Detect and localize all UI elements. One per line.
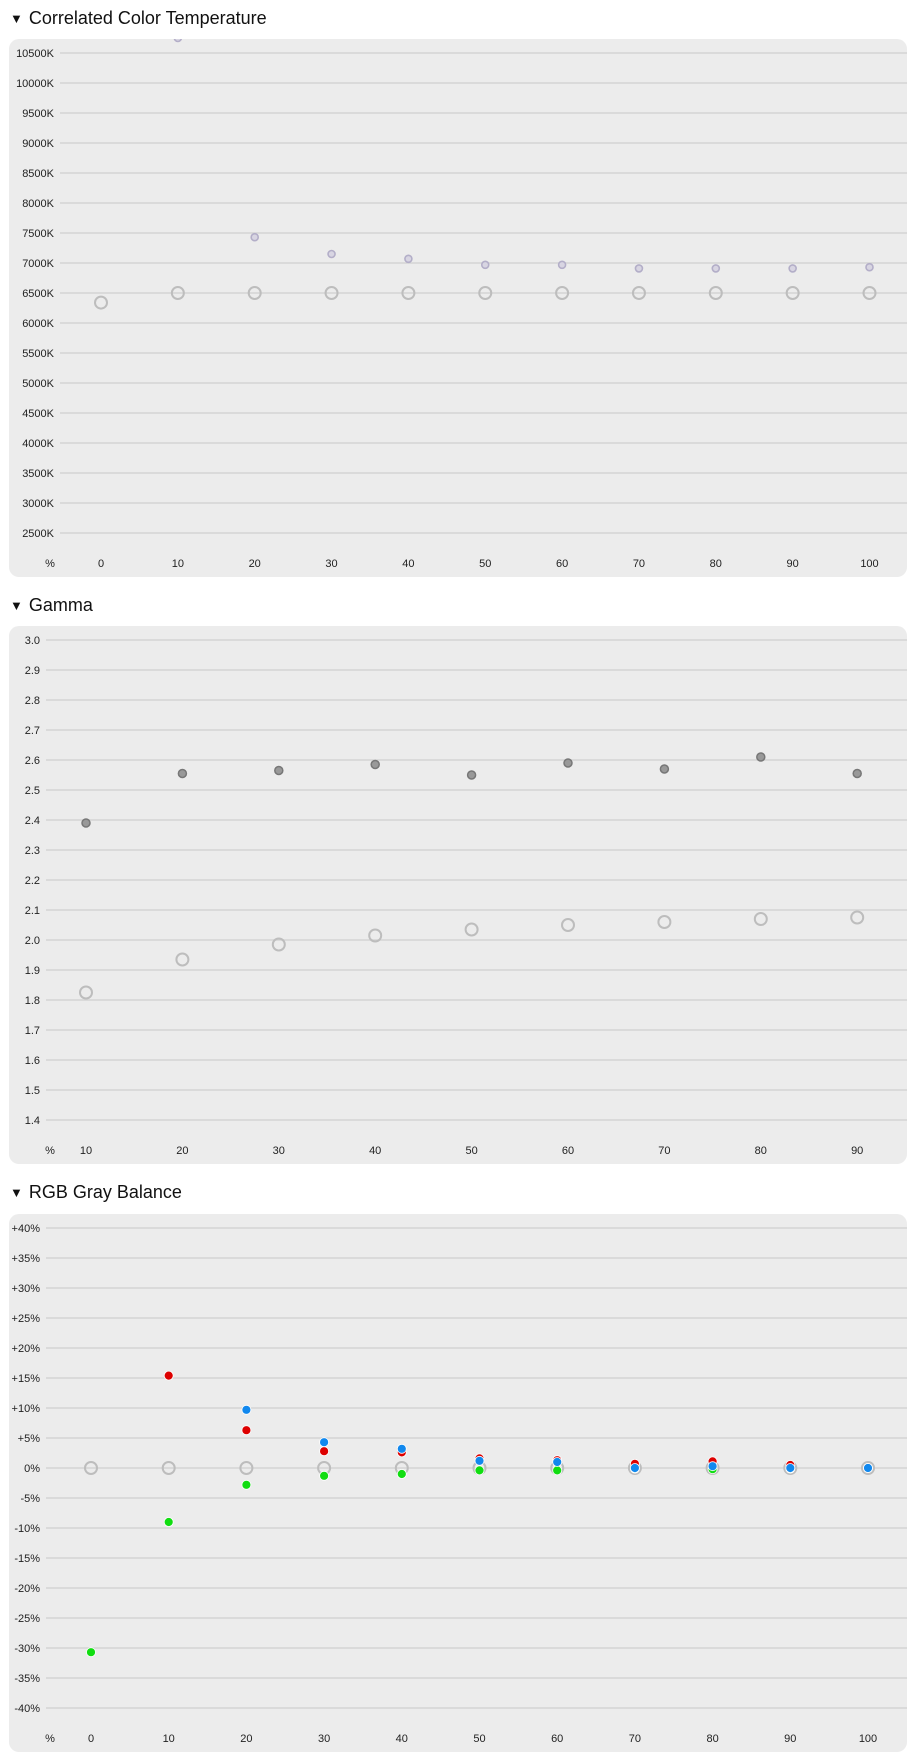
x-tick-label: 70 xyxy=(628,1733,642,1745)
y-tick-label: 3000K xyxy=(22,498,54,510)
y-tick-label: 8500K xyxy=(22,168,54,180)
rgb-chart-panel xyxy=(9,1214,907,1752)
x-tick-label: 50 xyxy=(465,1145,478,1157)
y-tick-label: +15% xyxy=(11,1373,40,1385)
data-point-measured xyxy=(853,770,861,778)
y-tick-label: 3.0 xyxy=(24,635,40,647)
y-tick-label: 10000K xyxy=(16,78,54,90)
y-tick-label: +5% xyxy=(17,1433,40,1445)
x-tick-label: 80 xyxy=(706,1733,719,1745)
data-point-blue xyxy=(786,1464,795,1473)
data-point-measured xyxy=(178,770,186,778)
data-point-measured xyxy=(866,264,873,271)
data-point-target xyxy=(466,924,478,936)
y-tick-label: 2500K xyxy=(22,528,54,540)
data-point-measured xyxy=(564,759,572,767)
y-tick-label: 4000K xyxy=(22,438,54,450)
data-point-target xyxy=(658,916,670,928)
y-tick-label: -20% xyxy=(14,1583,40,1595)
gamma-chart xyxy=(9,626,907,1164)
y-tick-label: +30% xyxy=(11,1283,40,1295)
data-point-green xyxy=(397,1470,406,1479)
y-tick-label: 1.5 xyxy=(24,1085,40,1097)
y-tick-label: +40% xyxy=(11,1223,40,1235)
y-tick-label: 6500K xyxy=(22,288,54,300)
y-tick-label: 2.2 xyxy=(24,875,40,887)
gamma-section-header[interactable] xyxy=(10,594,93,616)
grid-lines xyxy=(60,53,907,533)
x-tick-label: 30 xyxy=(317,1733,331,1745)
data-point-measured xyxy=(371,761,379,769)
y-tick-label: 9000K xyxy=(22,138,54,150)
y-axis-ticks xyxy=(12,1223,41,1715)
y-tick-label: -35% xyxy=(14,1673,40,1685)
triangle-down-icon: ▼ xyxy=(10,597,23,613)
x-tick-label: 60 xyxy=(551,1733,564,1745)
series-green xyxy=(87,1464,873,1657)
x-tick-label: 30 xyxy=(325,558,338,570)
y-tick-label: 2.6 xyxy=(24,755,40,767)
x-tick-label: 10 xyxy=(79,1145,93,1157)
triangle-down-icon: ▼ xyxy=(10,10,23,26)
x-tick-label: 100 xyxy=(858,1733,878,1745)
y-tick-label: 10500K xyxy=(16,48,54,60)
data-point-green xyxy=(475,1466,484,1475)
data-point-blue xyxy=(242,1405,251,1414)
data-point-green xyxy=(553,1466,562,1475)
data-point-measured xyxy=(468,771,476,779)
x-tick-label: 10 xyxy=(162,1733,175,1745)
y-tick-label: 2.7 xyxy=(24,725,40,737)
cct-chart xyxy=(9,39,907,577)
x-unit-label: % xyxy=(45,1145,55,1157)
x-unit-label: % xyxy=(45,558,55,570)
data-point-measured xyxy=(82,819,90,827)
y-tick-label: 2.4 xyxy=(24,815,40,827)
x-tick-label: 50 xyxy=(479,558,492,570)
data-point-green xyxy=(242,1480,251,1489)
data-point-measured xyxy=(635,265,642,272)
y-tick-label: 1.4 xyxy=(24,1115,40,1127)
y-tick-label: 1.7 xyxy=(24,1025,40,1037)
x-axis-ticks xyxy=(45,1145,863,1157)
y-tick-label: 4500K xyxy=(22,408,54,420)
data-point-red xyxy=(242,1426,251,1435)
x-tick-label: 90 xyxy=(851,1145,864,1157)
series-blue xyxy=(242,1405,873,1472)
data-point-measured xyxy=(789,265,796,272)
series-measured xyxy=(174,39,873,272)
data-point-target xyxy=(851,912,863,924)
y-tick-label: 5500K xyxy=(22,348,54,360)
x-tick-label: 70 xyxy=(658,1145,671,1157)
y-tick-label: 0% xyxy=(24,1463,40,1475)
y-tick-label: 2.1 xyxy=(24,905,40,917)
rgb-chart xyxy=(9,1214,907,1752)
y-tick-label: -15% xyxy=(14,1553,40,1565)
x-tick-label: 30 xyxy=(272,1145,285,1157)
data-point-measured xyxy=(275,767,283,775)
gamma-chart-panel xyxy=(9,626,907,1164)
x-tick-label: 90 xyxy=(784,1733,797,1745)
grid-lines xyxy=(46,640,907,1120)
data-point-target xyxy=(562,919,574,931)
x-tick-label: 100 xyxy=(860,558,879,570)
y-tick-label: -25% xyxy=(14,1613,40,1625)
x-unit-label: % xyxy=(45,1733,55,1745)
y-tick-label: +20% xyxy=(11,1343,40,1355)
data-point-red xyxy=(320,1447,329,1456)
y-tick-label: 9500K xyxy=(22,108,54,120)
data-point-target xyxy=(95,297,107,309)
data-point-blue xyxy=(630,1464,639,1473)
y-tick-label: 8000K xyxy=(22,198,54,210)
y-tick-label: 7500K xyxy=(22,228,54,240)
y-axis-ticks xyxy=(16,48,55,540)
data-point-measured xyxy=(712,265,719,272)
x-tick-label: 40 xyxy=(369,1145,382,1157)
x-tick-label: 60 xyxy=(561,1145,575,1157)
x-tick-label: 60 xyxy=(555,558,569,570)
series-red xyxy=(164,1371,872,1472)
data-point-blue xyxy=(864,1464,873,1473)
data-point-measured xyxy=(482,261,489,268)
data-point-green xyxy=(164,1518,173,1527)
y-tick-label: 2.8 xyxy=(24,695,40,707)
data-point-measured xyxy=(559,261,566,268)
data-point-blue xyxy=(475,1456,484,1465)
x-tick-label: 40 xyxy=(395,1733,408,1745)
x-tick-label: 10 xyxy=(171,558,184,570)
data-point-measured xyxy=(405,255,412,262)
x-tick-label: 40 xyxy=(402,558,415,570)
y-tick-label: 2.9 xyxy=(24,665,40,677)
y-tick-label: -10% xyxy=(14,1523,40,1535)
data-point-blue xyxy=(553,1458,562,1467)
data-point-measured xyxy=(328,251,335,258)
x-tick-label: 80 xyxy=(709,558,722,570)
data-point-target xyxy=(80,987,92,999)
rgb-section-header[interactable] xyxy=(10,1181,182,1203)
y-tick-label: 1.9 xyxy=(24,965,40,977)
cct-title: Correlated Color Temperature xyxy=(28,7,267,28)
y-tick-label: 2.5 xyxy=(24,785,40,797)
x-tick-label: 20 xyxy=(176,1145,189,1157)
y-tick-label: 7000K xyxy=(22,258,54,270)
y-tick-label: +10% xyxy=(11,1403,40,1415)
x-tick-label: 50 xyxy=(473,1733,486,1745)
y-tick-label: +25% xyxy=(11,1313,40,1325)
y-tick-label: -40% xyxy=(14,1703,40,1715)
series-target xyxy=(95,287,876,309)
data-point-target xyxy=(176,954,188,966)
data-point-red xyxy=(164,1371,173,1380)
data-point-measured xyxy=(757,753,765,761)
y-tick-label: 2.3 xyxy=(24,845,40,857)
data-point-target xyxy=(755,913,767,925)
triangle-down-icon: ▼ xyxy=(10,1184,23,1200)
y-tick-label: -30% xyxy=(14,1643,40,1655)
data-point-green xyxy=(87,1648,96,1657)
data-point-measured xyxy=(660,765,668,773)
x-tick-label: 0 xyxy=(87,1733,95,1745)
cct-chart-panel xyxy=(9,39,907,577)
y-tick-label: 5000K xyxy=(22,378,54,390)
data-point-green xyxy=(320,1471,329,1480)
data-point-blue xyxy=(708,1462,717,1471)
y-tick-label: 2.0 xyxy=(24,935,40,947)
data-point-measured xyxy=(251,234,258,241)
x-tick-label: 90 xyxy=(786,558,799,570)
cct-section-header[interactable] xyxy=(10,7,267,29)
rgb-title: RGB Gray Balance xyxy=(28,1181,182,1202)
x-tick-label: 20 xyxy=(240,1733,253,1745)
x-axis-ticks xyxy=(45,558,879,570)
y-axis-ticks xyxy=(25,635,40,1127)
y-tick-label: -5% xyxy=(20,1493,40,1505)
data-point-blue xyxy=(320,1438,329,1447)
y-tick-label: 6000K xyxy=(22,318,54,330)
x-tick-label: 80 xyxy=(754,1145,767,1157)
x-axis-ticks xyxy=(45,1733,877,1745)
x-tick-label: 20 xyxy=(248,558,261,570)
y-tick-label: +35% xyxy=(11,1253,40,1265)
gamma-title: Gamma xyxy=(28,594,93,615)
y-tick-label: 3500K xyxy=(22,468,54,480)
data-point-measured xyxy=(174,39,181,42)
series-target xyxy=(80,912,863,999)
y-tick-label: 1.8 xyxy=(24,995,40,1007)
y-tick-label: 1.6 xyxy=(24,1055,40,1067)
data-point-blue xyxy=(397,1444,406,1453)
x-tick-label: 0 xyxy=(97,558,105,570)
x-tick-label: 70 xyxy=(632,558,646,570)
